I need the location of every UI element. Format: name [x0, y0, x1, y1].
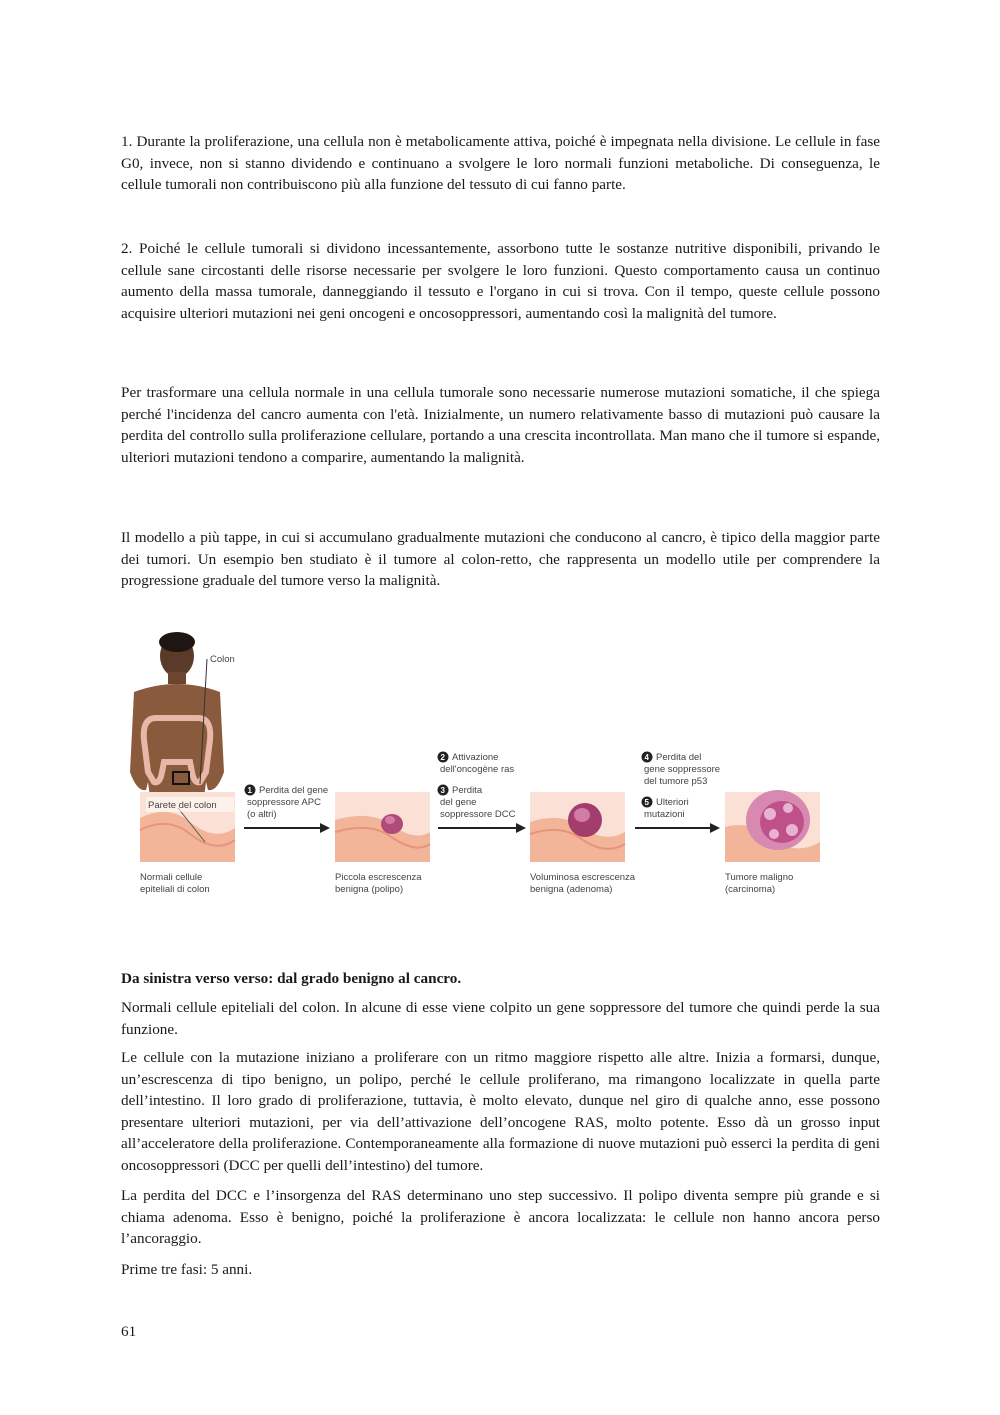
paragraph-first-phases: Prime tre fasi: 5 anni.	[121, 1261, 253, 1278]
step3-number: 3	[440, 786, 445, 795]
step4-text-line3: del tumore p53	[644, 776, 708, 787]
figure-illustration	[120, 632, 840, 902]
stage3-adenoma-tissue	[530, 792, 625, 862]
paragraph-multistep-model: Il modello a più tappe, in cui si accumulano gradualmente mutazioni che conducono al cancro, è tipico della maggior parte dei tumori. Un esempio ben studiato è il tumore al colon-retto, che rappresenta un modello utile per comprendere la progressione graduale del tumore verso la malignità.	[121, 529, 880, 590]
paragraph-nutrients: 2. Poiché le cellule tumorali si dividono incessantemente, assorbono tutte le sostanze nutritive disponibili, privando le cellule sane circostanti delle risorse necessarie per svolgere le loro funzioni. Questo comportamento causa un continuo aumento della massa tumorale, danneggiando il tessuto e l'organo in cui si trova. Con il tempo, queste cellule possono acquisire ulteriori mutazioni nei geni oncogeni e oncosoppressori, aumentando così la malignità del tumore.	[121, 240, 880, 322]
page-number: 61	[121, 1323, 137, 1340]
colorectal-cancer-figure	[120, 632, 840, 902]
step2-text-line1: Attivazione	[452, 752, 499, 763]
stage3-label-line2: benigna (adenoma)	[530, 884, 613, 895]
stage2-label-line2: benigna (polipo)	[335, 884, 404, 895]
stage1-label-line1: Normali cellule	[140, 872, 203, 883]
step1-number: 1	[247, 786, 252, 795]
stage3-label-line1: Voluminosa escrescenza	[530, 872, 636, 883]
stage4-label-line2: (carcinoma)	[725, 884, 776, 895]
colon-wall-label: Parete del colon	[148, 800, 217, 811]
stage4-label-line1: Tumore maligno	[725, 872, 794, 883]
step1-text-line1: Perdita del gene	[259, 785, 329, 796]
step3-text-line1: Perdita	[452, 785, 483, 796]
step5-text-line2: mutazioni	[644, 809, 685, 820]
step1-text-line2: soppressore APC	[247, 797, 321, 808]
stage4-carcinoma-tissue	[725, 790, 820, 862]
paragraph-proliferation: 1. Durante la proliferazione, una cellula non è metabolicamente attiva, poiché è impegnata nella divisione. Le cellule in fase G0, invece, non si stanno dividendo e continuano a svolgere le loro normali funzioni metaboliche. Di conseguenza, le cellule tumorali non contribuiscono più alla funzione del tessuto di cui fanno parte.	[121, 133, 880, 194]
paragraph-polyp: Le cellule con la mutazione iniziano a proliferare con un ritmo maggiore rispetto alle altre. Inizia a formarsi, dunque, un’escrescenza di tipo benigno, un polipo, perché le cellule proliferano, ma rimangono localizzate in quella parte dell’intestino. Il loro grado di proliferazione, tuttavia, è molto elevato, dunque nel giro di qualche anno, esse possono presentare ulteriori mutazioni, per via dell’attivazione dell’oncogene RAS, molto potente. Esso dà un grosso input all’acceleratore della proliferazione. Contemporaneamente alla formazione di nuove mutazioni può esserci la perdita di geni oncosoppressori (DCC per quelli dell’intestino) del tumore.	[121, 1049, 880, 1174]
step4-text-line2: gene soppressore	[644, 764, 721, 775]
colon-label: Colon	[210, 654, 235, 665]
step1-text-line3: (o altri)	[247, 809, 277, 820]
section-heading: Da sinistra verso verso: dal grado benigno al cancro.	[121, 970, 462, 987]
paragraph-adenoma: La perdita del DCC e l’insorgenza del RAS determinano uno step successivo. Il polipo diventa sempre più grande e si chiama adenoma. Esso è benigno, poiché la proliferazione è ancora localizzata: le cellule non hanno ancora perso l’ancoraggio.	[121, 1187, 880, 1248]
stage2-polyp-tissue	[335, 792, 430, 862]
step4-text-line1: Perdita del	[656, 752, 702, 763]
paragraph-mutations: Per trasformare una cellula normale in una cellula tumorale sono necessarie numerose mutazioni somatiche, il che spiega perché l'incidenza del cancro aumenta con l'età. Inizialmente, un numero relativamente basso di mutazioni può causare la perdita del controllo sulla proliferazione cellulare, portando a una crescita incontrollata. Man mano che il tumore si espande, ulteriori mutazioni tendono a comparire, aumentando la malignità.	[121, 384, 880, 466]
step3-text-line2: del gene	[440, 797, 477, 808]
step5-text-line1: Ulteriori	[656, 797, 689, 808]
step4-number: 4	[644, 753, 649, 762]
step5-number: 5	[644, 798, 649, 807]
stage2-label-line1: Piccola escrescenza	[335, 872, 422, 883]
step2-text-line2: dell'oncogène ras	[440, 764, 515, 775]
paragraph-normal-cells: Normali cellule epiteliali del colon. In alcune di esse viene colpito un gene soppressore del tumore che quindi perde la sua funzione.	[121, 999, 880, 1038]
step3-text-line3: soppressore DCC	[440, 809, 516, 820]
stage1-label-line2: epiteliali di colon	[140, 884, 210, 895]
step2-number: 2	[440, 753, 445, 762]
